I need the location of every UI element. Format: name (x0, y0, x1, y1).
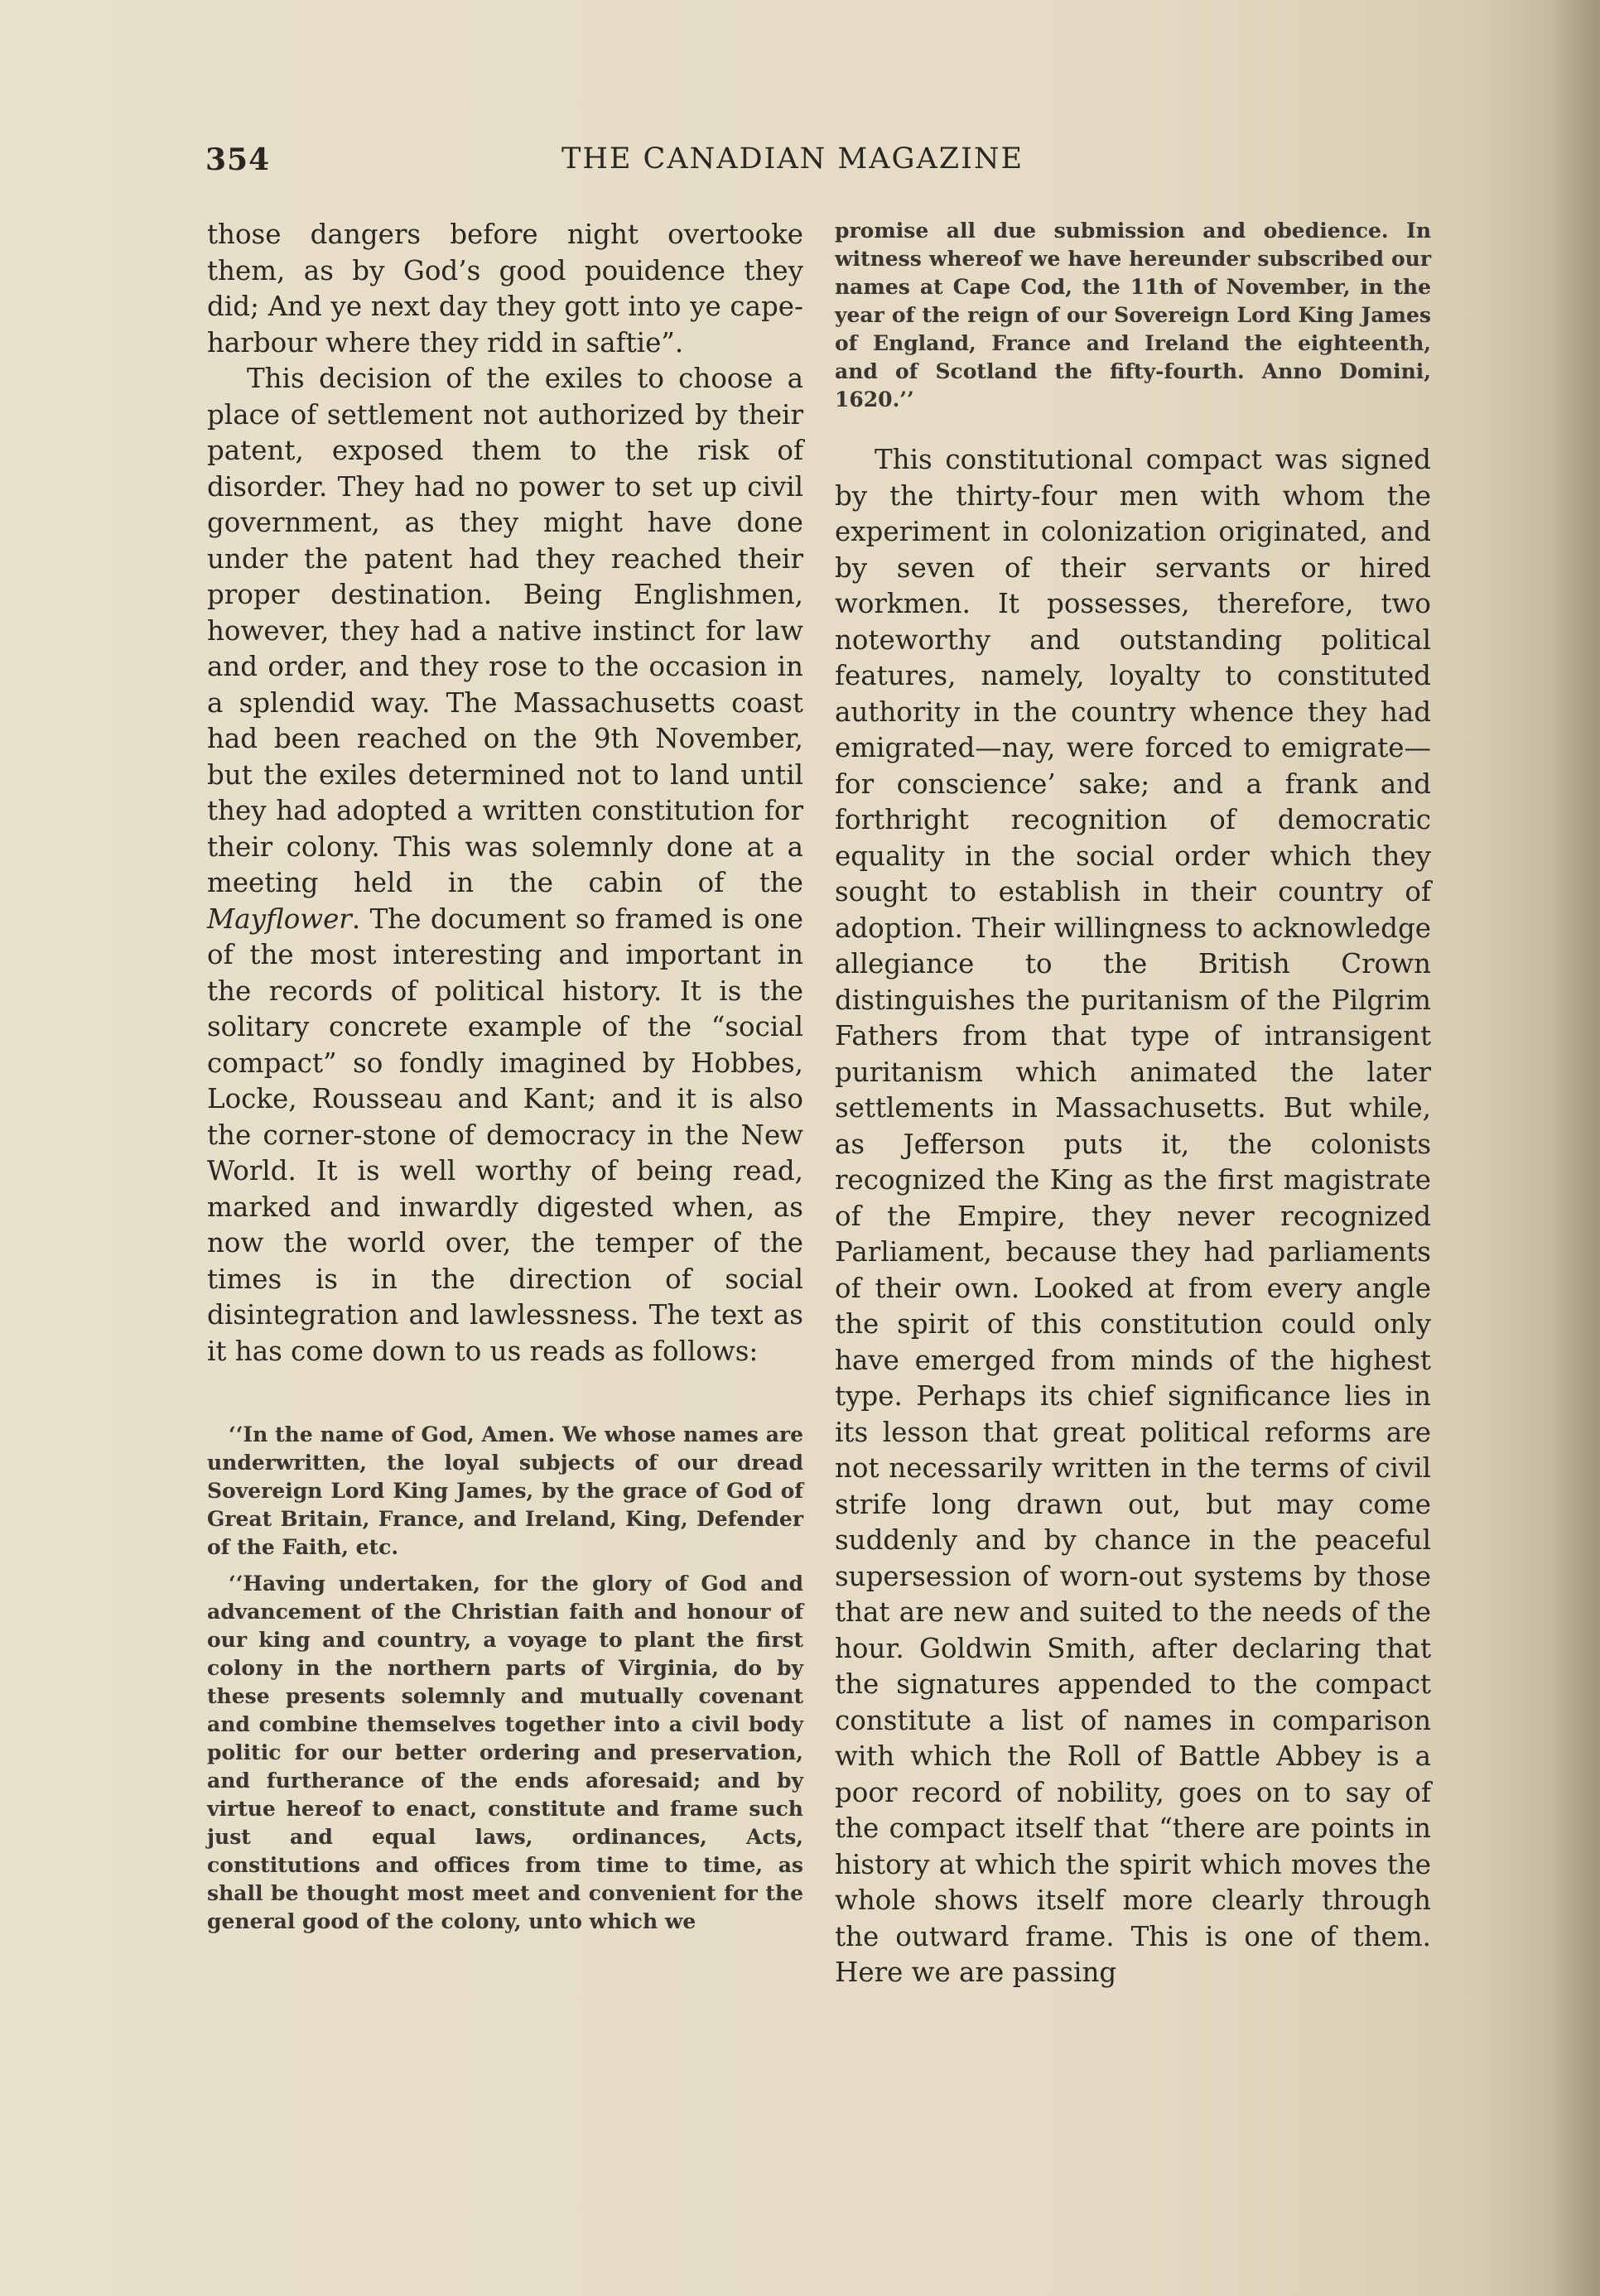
paragraph-2-part-a: This decision of the exiles to choose a place of settlement not authorized by their patent, exposed them to the risk of disorder. They had no power to set up civil government, as they might have done under the patent had they reached their proper destination. Being Englishmen, however, they had a native instinct for law and order, and they rose to the occasion in a splendid way. The Massachusetts coast had been reached on the 9th November, but the exiles determined not to land until they had adopted a written constitution for their colony. This was solemnly done at a meeting held in the cabin of the (207, 363, 803, 898)
paragraph-3: This constitutional compact was signed by the thirty-four men with whom the experiment in colonization originated, and by seven of their servants or hired workmen. It possesses, therefore, two noteworthy and outstanding political features, namely, loyalty to constituted authority in the country whence they had emigrated—nay, were forced to emigrate—for conscience’ sake; and a frank and forthright recognition of democratic equality in the social order which they sought to establish in their country of adoption. Their willingness to acknowledge allegiance to the British Crown distinguishes the puritanism of the Pilgrim Fathers from that type of intransigent puritanism which animated the later settlements in Massachusetts. But while, as Jefferson puts it, the colonists recognized the King as the first magistrate of the Empire, they never recognized Parliament, because they had parliaments of their own. Looked at from every angle the spirit of this constitution could only have emerged from minds of the highest type. Perhaps its chief significance lies in its lesson that great political reforms are not necessarily written in the terms of civil strife long drawn out, but may come suddenly and by chance in the peaceful supersession of worn-out systems by those that are new and suited to the needs of the hour. Goldwin Smith, after declaring that the signatures appended to the compact constitute a list of names in comparison with which the Roll of Battle Abbey is a poor record of nobility, goes on to say of the compact itself that “there are points in history at which the spirit which moves the whole shows itself more clearly through the outward frame. This is one of them. Here we are passing (835, 444, 1431, 1988)
paragraph-2-part-b: . The document so framed is one of the most interesting and important in the records of political history. It is the solitary concrete example of the “social compact” so fondly imagined by Hobbes, Locke, Rousseau and Kant; and it is also the corner-stone of democracy in the New World. It is well worthy of being read, marked and inwardly digested when, as now the world over, the temper of the times is in the direction of social disintegration and lawlessness. The text as it has come down to us reads as follows: (207, 903, 803, 1367)
left-column (207, 217, 803, 1936)
mayflower-italic: Mayflower (207, 903, 352, 935)
running-title: THE CANADIAN MAGAZINE (561, 142, 1024, 176)
quote-paragraph-1: ‘‘In the name of God, Amen. We whose names are underwritten, the loyal subjects of our dread Sovereign Lord King James, by the grace of God of Great Britain, France, and Ireland, King, Defender of the Faith, etc. (207, 1422, 803, 1559)
right-column (835, 217, 1431, 1991)
page-number: 354 (205, 142, 271, 177)
quote-paragraph-2: ‘‘Having undertaken, for the glory of God and advancement of the Christian faith and honour of our king and country, a voyage to plant the first colony in the northern parts of Virginia, do by these presents solemnly and mutually covenant and combine themselves together into a civil body politic for our better ordering and preservation, and furtherance of the ends aforesaid; and by virtue hereof to enact, constitute and frame such just and equal laws, ordinances, Acts, constitutions and offices from time to time, as shall be thought most meet and convenient for the general good of the colony, unto which we (207, 1572, 803, 1933)
paragraph-1: those dangers before night overtooke them, as by God’s good pouidence they did; And ye next day they gott into ye cape-harbour where they ridd in saftie”. (207, 219, 803, 359)
paragraph-2 (207, 361, 803, 1369)
page-header (205, 142, 1398, 184)
binding-shadow (1550, 0, 1600, 2296)
quote-continuation: promise all due submission and obedience. In witness whereof we have hereunder subscribed our names at Cape Cod, the 11th of November, in the year of the reign of our Sovereign Lord King James of England, France and Ireland the eighteenth, and of Scotland the fifty-fourth. Anno Domini, 1620.’’ (835, 219, 1431, 412)
quote-block-left (207, 1421, 803, 1936)
